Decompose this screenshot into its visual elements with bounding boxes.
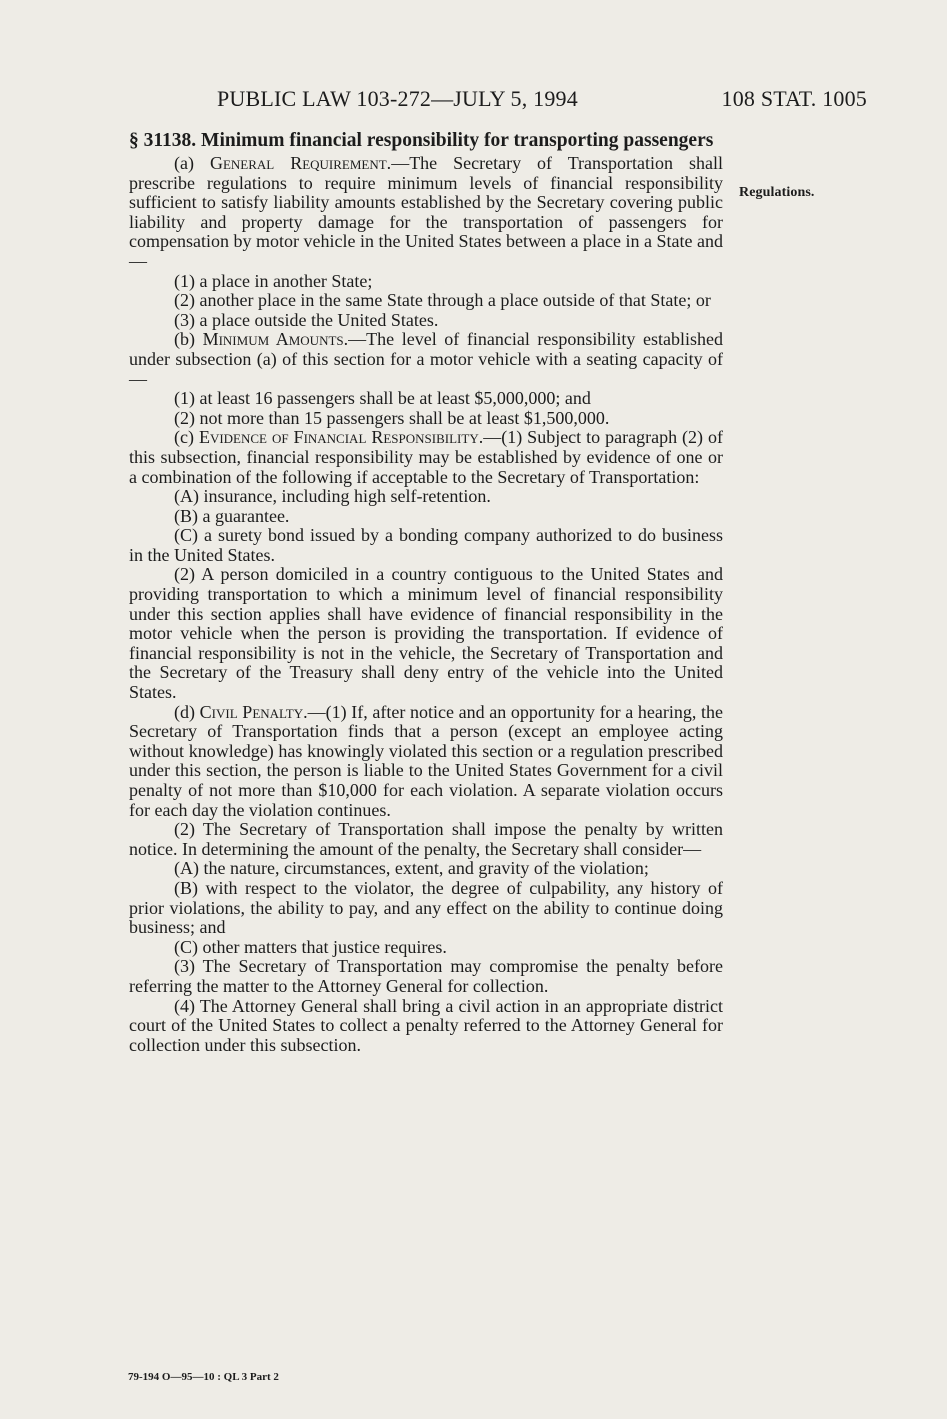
paragraph-a: (a) General Requirement.—The Secretary of Transportation shall prescribe regulations to require minimum levels of financial responsibility sufficient to satisfy liability amounts established by the Secretary covering public liability and property damage for the transportation of passengers for compensation by motor vehicle in the United States between a place in a State and— xyxy=(129,153,723,271)
paragraph-c-B: (B) a guarantee. xyxy=(174,505,290,526)
paragraph-a-3: (3) a place outside the United States. xyxy=(174,309,439,330)
section-body xyxy=(129,131,723,1055)
paragraph-d-2: (2) The Secretary of Transportation shall impose the penalty by written notice. In determining the amount of the penalty, the Secretary shall consider— xyxy=(129,819,723,859)
paragraph-d: (d) Civil Penalty.—(1) If, after notice and an opportunity for a hearing, the Secretary of Transportation finds that a person (except an employee acting without knowledge) has knowingly violated this section or a regulation prescribed under this section, the person is liable to the United States Government for a civil penalty of not more than $10,000 for each violation. A separate violation occurs for each day the violation continues. xyxy=(129,701,723,820)
section-title: § 31138. Minimum financial responsibility for transporting passengers xyxy=(129,130,714,151)
paragraph-a-1: (1) a place in another State; xyxy=(174,270,373,291)
paragraph-b-2: (2) not more than 15 passengers shall be at least $1,500,000. xyxy=(174,407,610,428)
paragraph-c-A: (A) insurance, including high self-retention. xyxy=(174,486,491,507)
paragraph-d-3: (3) The Secretary of Transportation may compromise the penalty before referring the matter to the Attorney General for collection. xyxy=(129,956,723,996)
paragraph-c: (c) Evidence of Financial Responsibility.—(1) Subject to paragraph (2) of this subsection, financial responsibility may be established by evidence of one or a combination of the following if acceptable to the Secretary of Transportation: xyxy=(129,427,723,487)
margin-note-regulations: Regulations. xyxy=(739,185,815,200)
header-law-citation: PUBLIC LAW 103-272—JULY 5, 1994 xyxy=(217,86,578,111)
paragraph-d-text: —(1) If, after notice and an opportunity for a hearing, the Secretary of Transportation finds that a person (except an employee acting without knowledge) has knowingly violated this section or a regulation prescribed under this section, the person is liable to the United States Government for a civil penalty of not more than $10,000 for each violation. A separate violation occurs for each day the violation continues. xyxy=(129,701,723,820)
paragraph-b-1: (1) at least 16 passengers shall be at least $5,000,000; and xyxy=(174,388,591,409)
paragraph-b-text: —The level of financial responsibility established under subsection (a) of this section for a motor vehicle with a seating capacity of— xyxy=(129,329,723,389)
paragraph-c-heading: Evidence of Financial Responsibility. xyxy=(198,427,484,448)
print-footer: 79-194 O—95—10 : QL 3 Part 2 xyxy=(128,1371,279,1383)
paragraph-a-text: —The Secretary of Transportation shall prescribe regulations to require minimum levels of financial responsibility sufficient to satisfy liability amounts established by the Secretary covering public liability and property damage for the transportation of passengers for compensation by motor vehicle in the United States between a place in a State and— xyxy=(129,153,723,271)
paragraph-c-C: (C) a surety bond issued by a bonding company authorized to do business in the United States. xyxy=(129,525,723,565)
paragraph-c-text: —(1) Subject to paragraph (2) of this subsection, financial responsibility may be established by evidence of one or a combination of the following if acceptable to the Secretary of Transportation: xyxy=(129,427,723,487)
paragraph-d-A: (A) the nature, circumstances, extent, and gravity of the violation; xyxy=(174,858,649,879)
paragraph-a-heading: General Requirement. xyxy=(209,153,392,173)
paragraph-b-heading: Minimum Amounts. xyxy=(202,329,349,350)
paragraph-d-4: (4) The Attorney General shall bring a civil action in an appropriate district court of the United States to collect a penalty referred to the Attorney General for collection under this subsection. xyxy=(129,995,723,1055)
paragraph-a-2: (2) another place in the same State through a place outside of that State; or xyxy=(174,290,711,311)
running-header xyxy=(217,86,867,118)
header-stat-page: 108 STAT. 1005 xyxy=(721,86,867,111)
paragraph-b: (b) Minimum Amounts.—The level of financial responsibility established under subsection (a) of this section for a motor vehicle with a seating capacity of— xyxy=(129,329,723,389)
paragraph-d-B: (B) with respect to the violator, the degree of culpability, any history of prior violations, the ability to pay, and any effect on the ability to continue doing business; and xyxy=(129,877,723,938)
paragraph-d-heading: Civil Penalty. xyxy=(199,701,308,722)
paragraph-d-C: (C) other matters that justice requires. xyxy=(174,936,447,957)
paragraph-c-2: (2) A person domiciled in a country contiguous to the United States and providing transportation to which a minimum level of financial responsibility under this section applies shall have evidence of financial responsibility in the motor vehicle when the person is providing the transportation. If evidence of financial responsibility is not in the vehicle, the Secretary of Transportation and the Secretary of the Treasury shall deny entry of the vehicle into the United States. xyxy=(129,564,723,703)
